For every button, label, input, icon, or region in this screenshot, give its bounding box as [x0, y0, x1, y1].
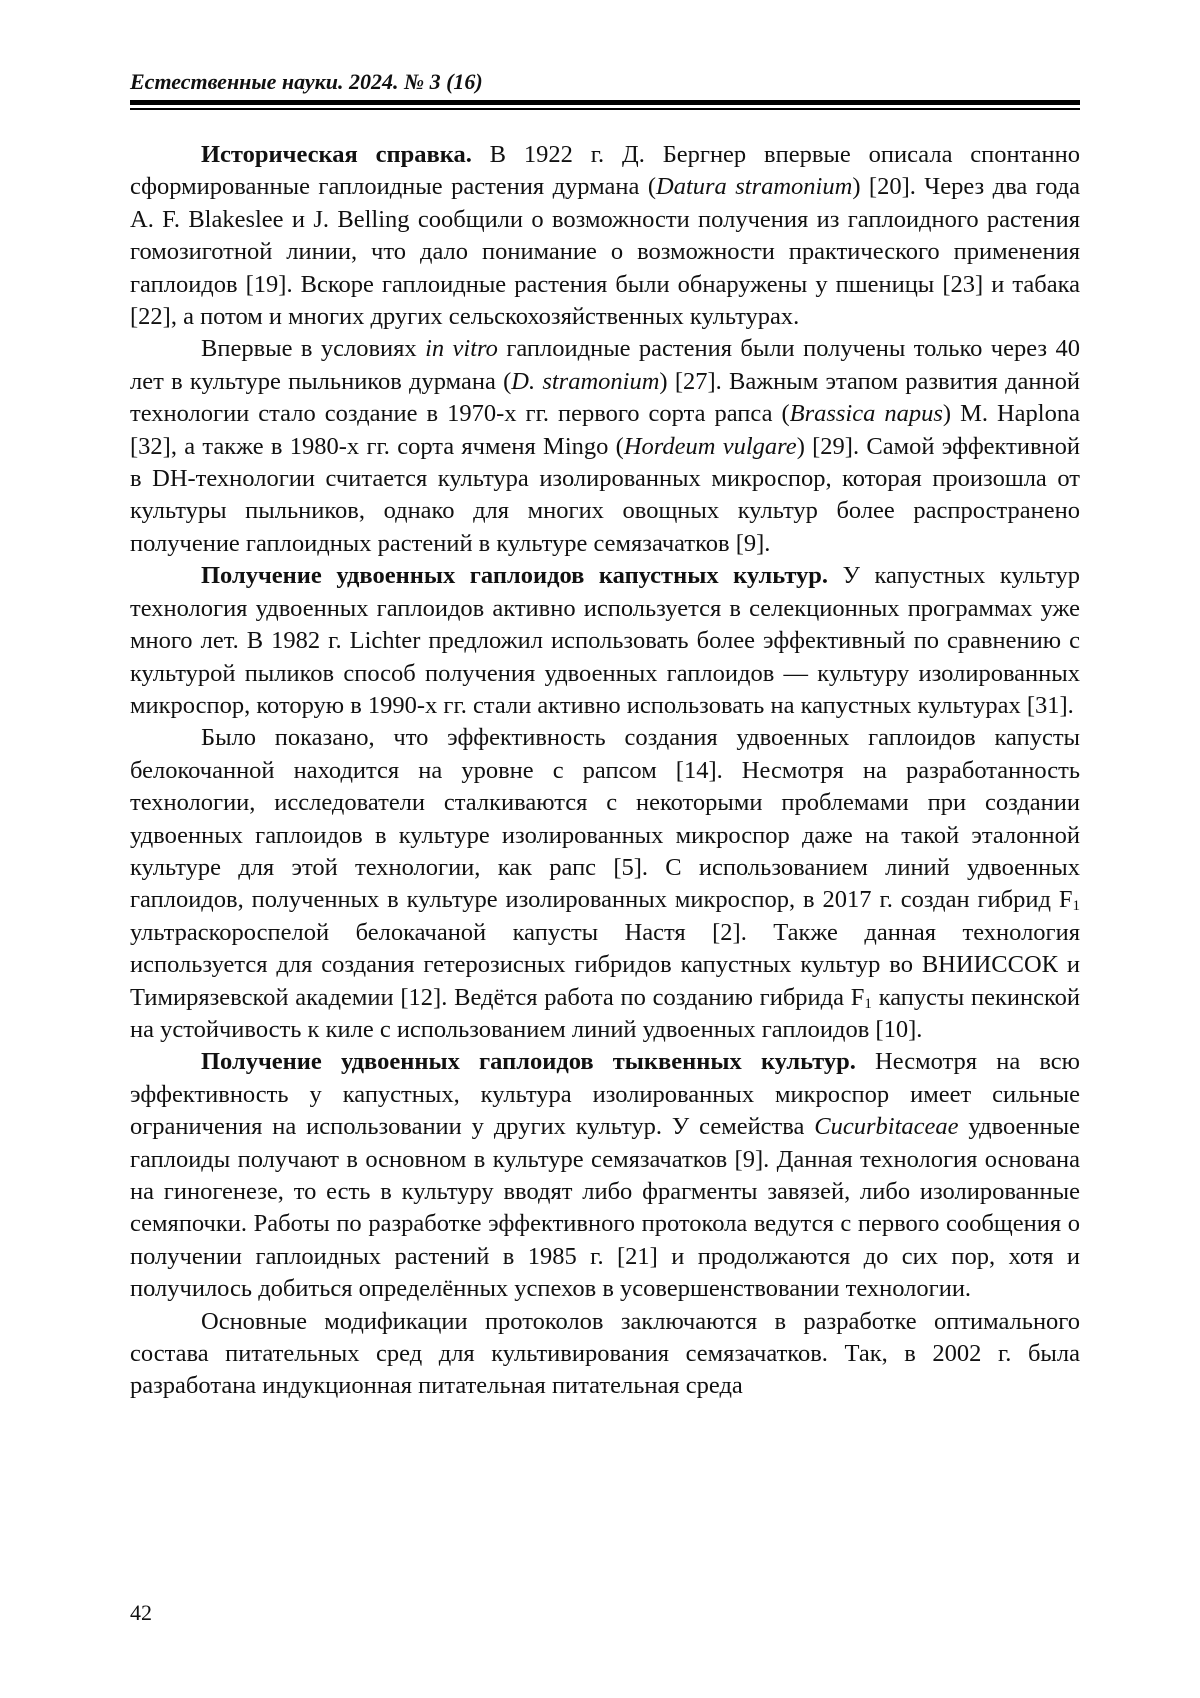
subscript: 1 [1072, 898, 1080, 915]
body-paragraph [130, 139, 1080, 333]
text-run: ) [20]. Через два года A. F. Blakeslee и J. Belling сообщили о возможности получения из гаплоидного растения гомозиготной линии, что дало понимание о возможности практического применения гаплоидов [19]. Вскоре гаплоидные растения были обнаружены у пшеницы [23] и табака [22], а потом и многих других сельскохозяйственных культурах. [130, 173, 1081, 331]
header-rule-thin [130, 108, 1080, 110]
text-run: ) M. Haplona [32], а также в 1980-х гг. сорта ячменя Mingo ( [130, 400, 1080, 460]
italic-term: Hordeum vulgare [623, 432, 797, 460]
running-title: Естественные науки. 2024. № 3 (16) [130, 69, 483, 94]
italic-term: D. stramonium [511, 367, 660, 395]
italic-term: in vitro [425, 335, 498, 363]
subscript: 1 [864, 995, 872, 1012]
italic-term: Brassica napus [789, 400, 943, 428]
text-run: ) [27]. Важным этапом развития данной технологии стало создание в 1970-х гг. первого сорта рапса ( [130, 367, 1080, 428]
text-run: Было показано, что эффективность создания удвоенных гаплоидов капусты белокочанной находится на уровне с рапсом [14]. Несмотря на разработанность технологии, исследователи сталкиваются с некоторыми проблемами при создании удвоенных гаплоидов в культуре изолированных микроспор даже на такой эталонной культуре для этой технологии, как рапс [5]. С использованием линий удвоенных гаплоидов, полученных в культуре изолированных микроспор, в 2017 г. создан гибрид F [130, 724, 1080, 914]
body-paragraph [130, 333, 1080, 560]
italic-term: Cucurbitaceae [814, 1113, 959, 1141]
page-number: 42 [130, 1600, 152, 1625]
italic-term: Datura stramonium [656, 173, 853, 201]
text-run: гаплоидные растения были получены только через 40 лет в культуре пыльников дурмана ( [130, 335, 1080, 395]
section-heading: Получение удвоенных гаплоидов тыквенных культур. [201, 1048, 856, 1076]
body-paragraph [130, 1306, 1080, 1403]
text-run: В 1922 г. Д. Бергнер впервые описала спонтанно сформированные гаплоидные растения дурмана ( [130, 141, 1080, 201]
body-paragraph [130, 560, 1080, 722]
text-run: Основные модификации протоколов заключаются в разработке оптимального состава питательных сред для культивирования семязачатков. Так, в 2002 г. была разработана индукционная питательная питательная среда [130, 1307, 1080, 1400]
body-paragraph [130, 722, 1080, 1046]
text-run: Впервые в условиях [201, 335, 426, 363]
article-body [130, 139, 1080, 1403]
text-run: Несмотря на всю эффективность у капустных, культура изолированных микроспор имеет сильные ограничения на использовании у других культур. У семейства [130, 1048, 1080, 1141]
section-heading: Историческая справка. [201, 141, 472, 168]
text-run: ультраскороспелой белокачаной капусты Настя [2]. Также данная технология используется для создания гетерозисных гибридов капустных культур во ВНИИССОК и Тимирязевской академии [12]. Ведётся работа по созданию гибрида F [130, 918, 1080, 1011]
header-rule-thick [130, 100, 1080, 105]
body-paragraph [130, 1046, 1080, 1305]
section-heading: Получение удвоенных гаплоидов капустных культур. [201, 562, 829, 590]
text-run: ) [29]. Самой эффективной в DH-технологии считается культура изолированных микроспор, которая произошла от культуры пыльников, однако для многих овощных культур более распространено получение гаплоидных растений в культуре семязачатков [9]. [130, 432, 1081, 557]
text-run: капусты пекинской на устойчивость к киле с использованием линий удвоенных гаплоидов [10]. [130, 983, 1080, 1043]
text-run: У капустных культур технология удвоенных гаплоидов активно используется в селекционных программах уже много лет. В 1982 г. Lichter предложил использовать более эффективный по сравнению с культурой пыликов способ получения удвоенных гаплоидов — культуру изолированных микроспор, которую в 1990-х гг. стали активно использовать на капустных культурах [31]. [130, 562, 1080, 719]
text-run: удвоенные гаплоиды получают в основном в культуре семязачатков [9]. Данная технология основана на гиногенезе, то есть в культуру вводят либо фрагменты завязей, либо изолированные семяпочки. Работы по разработке эффективного протокола ведутся с первого сообщения о получении гаплоидных растений в 1985 г. [21] и продолжаются до сих пор, хотя и получилось добиться определённых успехов в усовершенствовании технологии. [130, 1113, 1080, 1303]
